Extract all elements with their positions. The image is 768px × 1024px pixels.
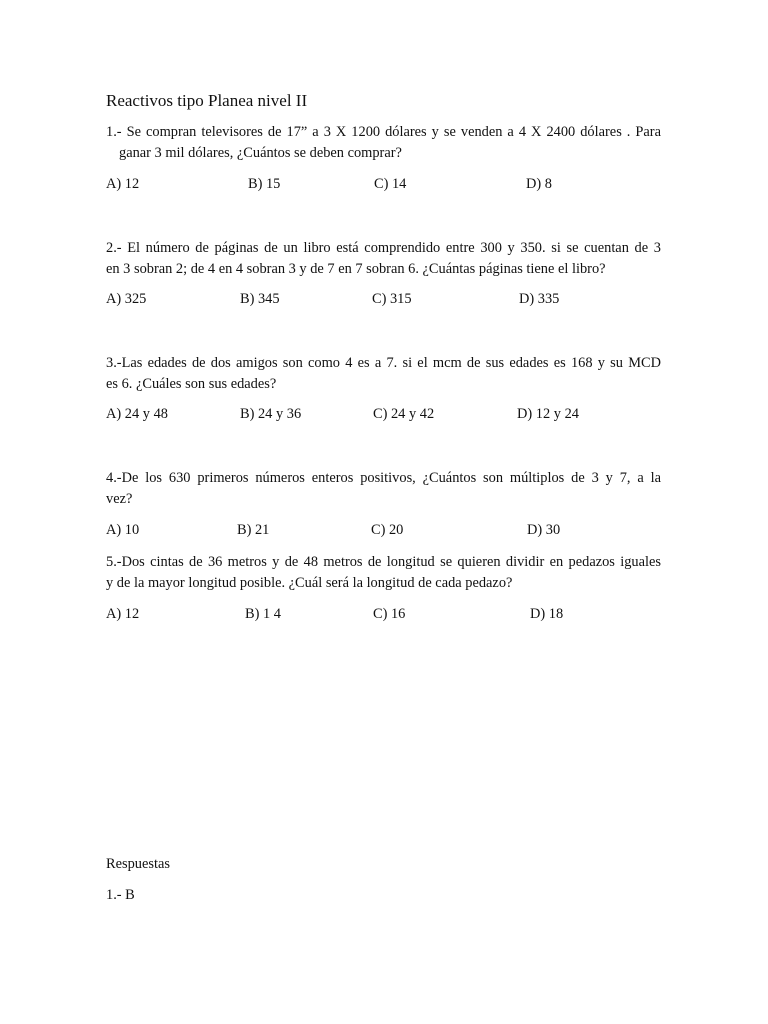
option-c: C) 315 <box>372 291 412 307</box>
option-b: B) 345 <box>240 291 280 307</box>
option-d: D) 12 y 24 <box>517 406 579 422</box>
option-a: A) 24 y 48 <box>106 406 168 422</box>
answers-heading: Respuestas <box>106 856 170 872</box>
question-3 <box>106 353 661 395</box>
option-b: B) 21 <box>237 522 270 538</box>
option-d: D) 335 <box>519 291 560 307</box>
option-a: A) 10 <box>106 522 140 538</box>
question-text-line-2: es 6. ¿Cuáles son sus edades? <box>106 376 277 392</box>
question-text-line-2: y de la mayor longitud posible. ¿Cuál será la longitud de cada pedazo? <box>106 575 513 591</box>
question-text-line-1: 1.- Se compran televisores de 17” a 3 X 1200 dólares y se venden a 4 X 2400 dólares . Para <box>106 124 661 140</box>
question-5 <box>106 552 661 594</box>
question-text-line-2: vez? <box>106 491 133 507</box>
question-text-line-1: 5.-Dos cintas de 36 metros y de 48 metros de longitud se quieren dividir en pedazos iguales <box>106 554 661 570</box>
option-c: C) 24 y 42 <box>373 406 435 422</box>
option-d: D) 8 <box>526 176 552 192</box>
question-text-line-1: 3.-Las edades de dos amigos son como 4 es a 7. si el mcm de sus edades es 168 y su MCD <box>106 355 661 371</box>
option-b: B) 15 <box>248 176 281 192</box>
question-1 <box>106 122 661 164</box>
answer-1: 1.- B <box>106 887 135 903</box>
option-d: D) 30 <box>527 522 561 538</box>
option-b: B) 1 4 <box>245 606 281 622</box>
option-c: C) 20 <box>371 522 404 538</box>
option-c: C) 16 <box>373 606 406 622</box>
option-d: D) 18 <box>530 606 564 622</box>
question-text-line-1: 4.-De los 630 primeros números enteros positivos, ¿Cuántos son múltiplos de 3 y 7, a la <box>106 470 661 486</box>
option-a: A) 12 <box>106 176 140 192</box>
option-c: C) 14 <box>374 176 407 192</box>
question-4 <box>106 468 661 510</box>
page-title: Reactivos tipo Planea nivel II <box>106 91 308 110</box>
question-text-line-2: ganar 3 mil dólares, ¿Cuántos se deben comprar? <box>119 145 402 161</box>
question-2 <box>106 238 661 280</box>
option-b: B) 24 y 36 <box>240 406 302 422</box>
option-a: A) 325 <box>106 291 147 307</box>
question-text-line-1: 2.- El número de páginas de un libro está comprendido entre 300 y 350. si se cuentan de 3 <box>106 240 661 256</box>
option-a: A) 12 <box>106 606 140 622</box>
question-text-line-2: en 3 sobran 2; de 4 en 4 sobran 3 y de 7 en 7 sobran 6. ¿Cuántas páginas tiene el libro? <box>106 261 606 277</box>
